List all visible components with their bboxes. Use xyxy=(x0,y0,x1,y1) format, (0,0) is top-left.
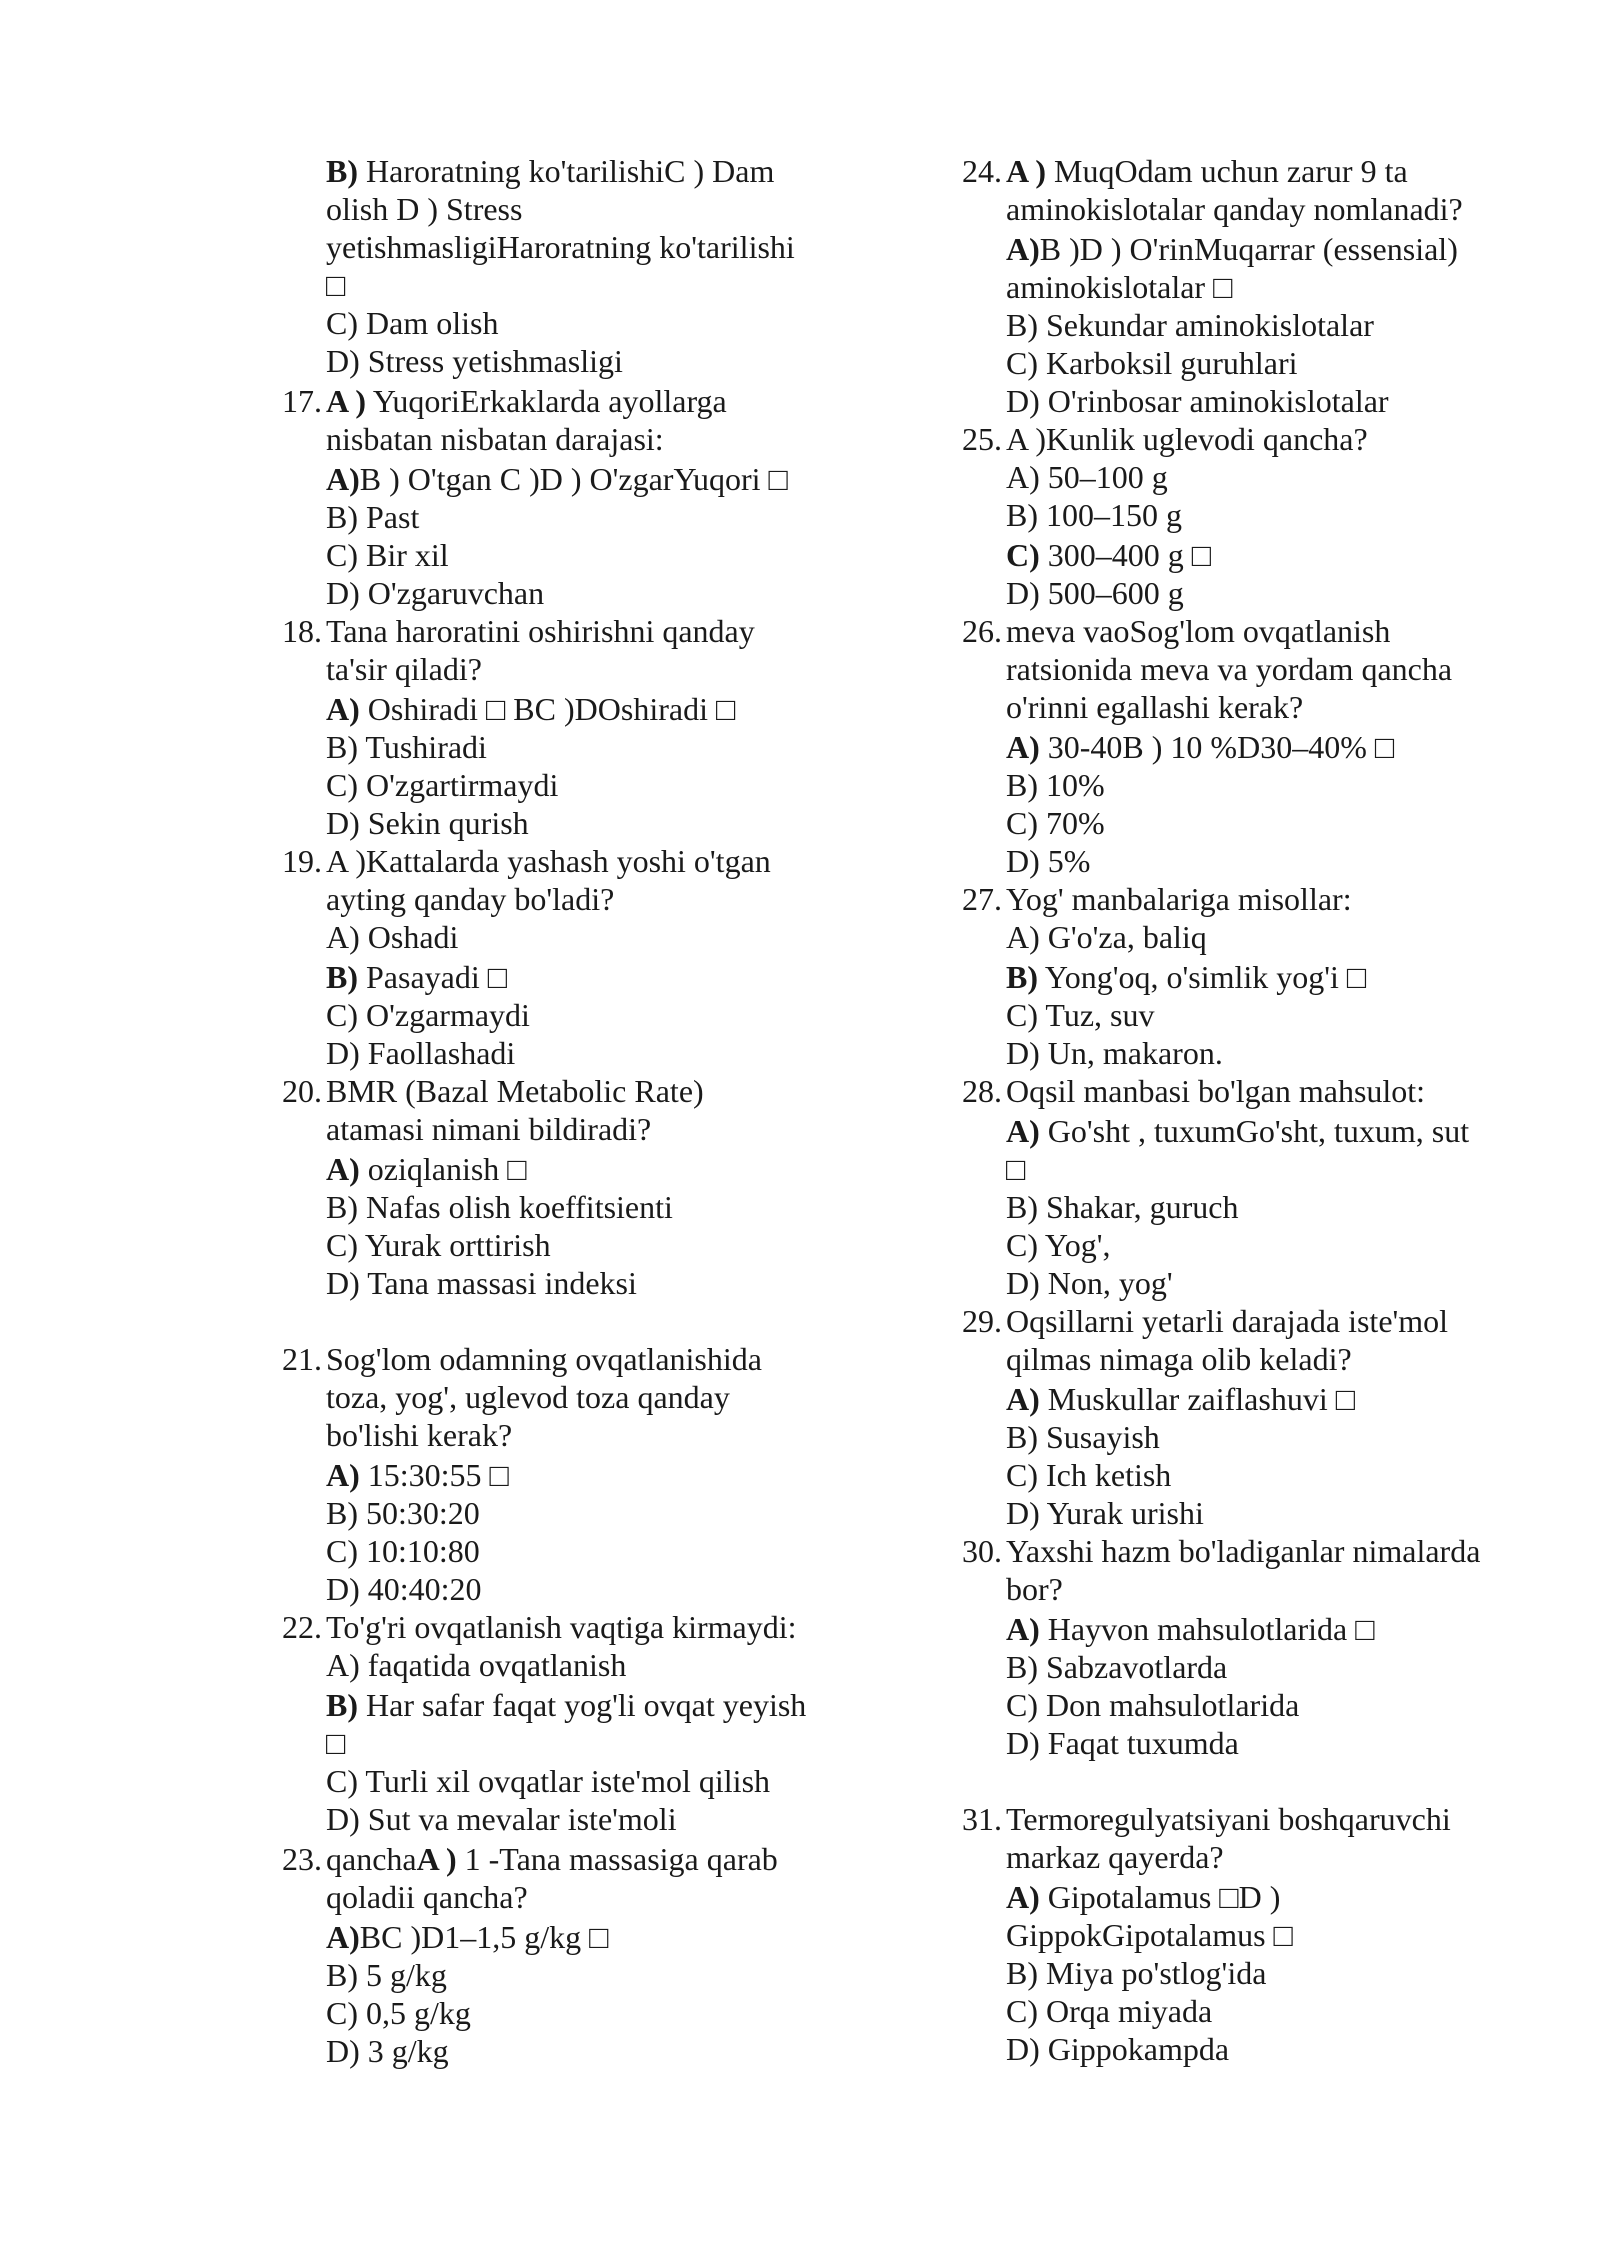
line-text: B) 5 g/kg xyxy=(326,1957,447,1993)
question-item xyxy=(950,1800,1510,2068)
answer-label: A) xyxy=(326,461,360,497)
text-line xyxy=(270,728,830,766)
text-line xyxy=(270,1994,830,2032)
line-text: C) Yog', xyxy=(1006,1227,1111,1263)
line-text: D) 3 g/kg xyxy=(326,2033,449,2069)
question-number: 27. xyxy=(962,881,1002,917)
text-line xyxy=(270,766,830,804)
text-line xyxy=(270,804,830,842)
line-text: markaz qayerda? xyxy=(1006,1839,1224,1875)
text-line xyxy=(950,766,1510,804)
text-line xyxy=(950,1072,1510,1110)
line-text: qilmas nimaga olib keladi? xyxy=(1006,1341,1352,1377)
text-line xyxy=(950,344,1510,382)
line-text: C) 70% xyxy=(1006,805,1105,841)
text-line xyxy=(950,1800,1510,1838)
text-line xyxy=(270,1646,830,1684)
text-line xyxy=(950,382,1510,420)
text-line xyxy=(270,1456,830,1494)
text-line xyxy=(950,458,1510,496)
line-text: C) O'zgartirmaydi xyxy=(326,767,559,803)
line-text: A) Oshadi xyxy=(326,919,459,955)
text-line xyxy=(270,842,830,880)
text-line xyxy=(270,1188,830,1226)
line-text: Haroratning ko'tarilishiC ) Dam xyxy=(358,153,775,189)
text-line xyxy=(270,1264,830,1302)
line-text: Gipotalamus □D ) xyxy=(1039,1879,1281,1915)
text-line xyxy=(950,536,1510,574)
text-line xyxy=(270,1800,830,1838)
text-line xyxy=(270,1686,830,1724)
text-line xyxy=(950,880,1510,918)
line-text: B) Sekundar aminokislotalar xyxy=(1006,307,1374,343)
text-line xyxy=(950,1150,1510,1188)
line-text: D) O'zgaruvchan xyxy=(326,575,545,611)
question-item xyxy=(950,1532,1510,1762)
line-text: Sog'lom odamning ovqatlanishida xyxy=(326,1341,762,1377)
line-text: B) Miya po'stlog'ida xyxy=(1006,1955,1267,1991)
text-line xyxy=(270,1072,830,1110)
text-line xyxy=(270,1034,830,1072)
answer-label: C) xyxy=(1006,537,1040,573)
text-line xyxy=(270,460,830,498)
text-line xyxy=(950,306,1510,344)
text-line xyxy=(270,996,830,1034)
question-number: 24. xyxy=(962,153,1002,189)
line-text: MuqOdam uchun zarur 9 ta xyxy=(1046,153,1408,189)
text-line xyxy=(950,650,1510,688)
line-text: D) Faollashadi xyxy=(326,1035,516,1071)
text-line xyxy=(950,804,1510,842)
line-text: nisbatan nisbatan darajasi: xyxy=(326,421,664,457)
text-line xyxy=(950,496,1510,534)
text-line xyxy=(270,574,830,612)
line-text: C) 10:10:80 xyxy=(326,1533,480,1569)
right-column xyxy=(950,150,1510,2068)
answer-label: A ) xyxy=(416,1841,457,1877)
text-line xyxy=(950,420,1510,458)
text-line xyxy=(270,266,830,304)
text-line xyxy=(270,918,830,956)
line-text: D) Sekin qurish xyxy=(326,805,529,841)
line-text: Yaxshi hazm bo'ladiganlar nimalarda xyxy=(1006,1533,1481,1569)
text-line xyxy=(950,728,1510,766)
line-text: toza, yog', uglevod toza qanday xyxy=(326,1379,730,1415)
line-text: B) Nafas olish koeffitsienti xyxy=(326,1189,673,1225)
line-text: Muskullar zaiflashuvi □ xyxy=(1039,1381,1356,1417)
line-text: YuqoriErkaklarda ayollarga xyxy=(366,383,727,419)
text-line xyxy=(950,1494,1510,1532)
text-line xyxy=(270,1494,830,1532)
answer-label: B) xyxy=(1006,959,1038,995)
text-line xyxy=(270,536,830,574)
answer-label: A) xyxy=(326,1457,360,1493)
text-line xyxy=(270,342,830,380)
line-text: C) Dam olish xyxy=(326,305,499,341)
question-number: 19. xyxy=(282,843,322,879)
text-line xyxy=(270,1340,830,1378)
question-item xyxy=(270,1608,830,1838)
text-line xyxy=(950,688,1510,726)
line-text: D) 40:40:20 xyxy=(326,1571,482,1607)
question-item xyxy=(270,612,830,842)
line-text: ratsionida meva va yordam qancha xyxy=(1006,651,1453,687)
line-text: To'g'ri ovqatlanish vaqtiga kirmaydi: xyxy=(326,1609,797,1645)
text-line xyxy=(270,304,830,342)
text-line xyxy=(270,958,830,996)
line-text: qancha xyxy=(326,1841,417,1877)
text-line xyxy=(950,1188,1510,1226)
line-text: B) Past xyxy=(326,499,420,535)
line-text: A )Kattalarda yashash yoshi o'tgan xyxy=(326,843,771,879)
text-line xyxy=(270,1110,830,1148)
line-text: GippokGipotalamus □ xyxy=(1006,1917,1293,1953)
line-text: D) Gippokampda xyxy=(1006,2031,1230,2067)
line-text: yetishmasligiHaroratning ko'tarilishi xyxy=(326,229,795,265)
line-text: 15:30:55 □ xyxy=(359,1457,509,1493)
line-text: bo'lishi kerak? xyxy=(326,1417,513,1453)
text-line xyxy=(950,1686,1510,1724)
text-line xyxy=(950,1532,1510,1570)
text-line xyxy=(270,1570,830,1608)
text-line xyxy=(950,1992,1510,2030)
line-text: B) Sabzavotlarda xyxy=(1006,1649,1228,1685)
line-text: Yog' manbalariga misollar: xyxy=(1006,881,1352,917)
question-number: 25. xyxy=(962,421,1002,457)
text-line xyxy=(950,1034,1510,1072)
text-line xyxy=(270,152,830,190)
question-item xyxy=(270,842,830,1072)
text-line xyxy=(270,1378,830,1416)
answer-label: A) xyxy=(1006,1611,1040,1647)
line-text: C) Bir xil xyxy=(326,537,449,573)
question-number: 20. xyxy=(282,1073,322,1109)
text-line xyxy=(270,1416,830,1454)
text-line xyxy=(270,1762,830,1800)
line-text: 1 -Tana massasiga qarab xyxy=(456,1841,778,1877)
question-item xyxy=(270,382,830,612)
answer-label: A) xyxy=(326,1151,360,1187)
text-line xyxy=(270,1840,830,1878)
spacer xyxy=(270,1302,830,1340)
text-line xyxy=(950,574,1510,612)
line-text: B) 50:30:20 xyxy=(326,1495,480,1531)
answer-label: A) xyxy=(1006,1381,1040,1417)
question-item xyxy=(950,420,1510,612)
text-line xyxy=(270,1608,830,1646)
question-number: 22. xyxy=(282,1609,322,1645)
line-text: D) Faqat tuxumda xyxy=(1006,1725,1239,1761)
line-text: bor? xyxy=(1006,1571,1063,1607)
text-line xyxy=(270,190,830,228)
line-text: □ xyxy=(1006,1151,1026,1187)
text-line xyxy=(950,1724,1510,1762)
question-number: 23. xyxy=(282,1841,322,1877)
answer-label: A) xyxy=(326,691,360,727)
line-text: C) Ich ketish xyxy=(1006,1457,1172,1493)
continued-answers xyxy=(270,152,830,380)
line-text: Har safar faqat yog'li ovqat yeyish xyxy=(358,1687,807,1723)
question-number: 18. xyxy=(282,613,322,649)
question-number: 26. xyxy=(962,613,1002,649)
text-line xyxy=(270,1878,830,1916)
text-line xyxy=(950,1456,1510,1494)
text-line xyxy=(270,1956,830,1994)
line-text: 300–400 g □ xyxy=(1039,537,1212,573)
line-text: A) 50–100 g xyxy=(1006,459,1168,495)
question-item xyxy=(270,1340,830,1608)
text-line xyxy=(950,1916,1510,1954)
answer-label: B) xyxy=(326,959,358,995)
text-line xyxy=(950,1418,1510,1456)
line-text: aminokislotalar □ xyxy=(1006,269,1233,305)
text-line xyxy=(270,612,830,650)
line-text: B) Shakar, guruch xyxy=(1006,1189,1239,1225)
line-text: Oshiradi □ BC )DOshiradi □ xyxy=(359,691,736,727)
text-line xyxy=(950,958,1510,996)
line-text: BMR (Bazal Metabolic Rate) xyxy=(326,1073,704,1109)
question-item xyxy=(950,1072,1510,1302)
question-item xyxy=(950,880,1510,1072)
text-line xyxy=(270,382,830,420)
text-line xyxy=(270,498,830,536)
text-line xyxy=(950,918,1510,956)
line-text: C) Tuz, suv xyxy=(1006,997,1155,1033)
line-text: D) 5% xyxy=(1006,843,1091,879)
text-line xyxy=(270,228,830,266)
text-line xyxy=(270,2032,830,2070)
text-line xyxy=(270,650,830,688)
question-item xyxy=(270,1072,830,1302)
question-number: 21. xyxy=(282,1341,322,1377)
text-line xyxy=(950,230,1510,268)
line-text: B ) O'tgan C )D ) O'zgarYuqori □ xyxy=(359,461,788,497)
text-line xyxy=(950,1610,1510,1648)
question-item xyxy=(950,612,1510,880)
text-line xyxy=(950,152,1510,190)
left-column xyxy=(270,150,830,2070)
text-line xyxy=(270,1724,830,1762)
line-text: aminokislotalar qanday nomlanadi? xyxy=(1006,191,1463,227)
text-line xyxy=(950,1838,1510,1876)
text-line xyxy=(950,1380,1510,1418)
line-text: o'rinni egallashi kerak? xyxy=(1006,689,1304,725)
text-line xyxy=(950,1648,1510,1686)
line-text: A )Kunlik uglevodi qancha? xyxy=(1006,421,1368,457)
question-number: 30. xyxy=(962,1533,1002,1569)
answer-label: A) xyxy=(1006,231,1040,267)
line-text: Hayvon mahsulotlarida □ xyxy=(1039,1611,1375,1647)
answer-label: A) xyxy=(326,1919,360,1955)
answer-label: A) xyxy=(1006,1113,1040,1149)
answer-label: B) xyxy=(326,153,358,189)
text-line xyxy=(950,1302,1510,1340)
question-item xyxy=(950,1302,1510,1532)
line-text: D) O'rinbosar aminokislotalar xyxy=(1006,383,1389,419)
text-line xyxy=(950,1264,1510,1302)
answer-label: A) xyxy=(1006,1879,1040,1915)
line-text: □ xyxy=(326,1725,346,1761)
text-line xyxy=(950,1340,1510,1378)
text-line xyxy=(950,1878,1510,1916)
line-text: C) Yurak orttirish xyxy=(326,1227,551,1263)
line-text: D) Tana massasi indeksi xyxy=(326,1265,637,1301)
line-text: C) Turli xil ovqatlar iste'mol qilish xyxy=(326,1763,771,1799)
line-text: Oqsil manbasi bo'lgan mahsulot: xyxy=(1006,1073,1426,1109)
line-text: D) Non, yog' xyxy=(1006,1265,1173,1301)
text-line xyxy=(950,1570,1510,1608)
question-number: 28. xyxy=(962,1073,1002,1109)
text-line xyxy=(950,190,1510,228)
text-line xyxy=(270,1150,830,1188)
line-text: meva vaoSog'lom ovqatlanish xyxy=(1006,613,1391,649)
text-line xyxy=(950,1112,1510,1150)
line-text: A) faqatida ovqatlanish xyxy=(326,1647,627,1683)
text-line xyxy=(270,420,830,458)
line-text: atamasi nimani bildiradi? xyxy=(326,1111,652,1147)
line-text: BC )D1–1,5 g/kg □ xyxy=(359,1919,609,1955)
line-text: ayting qanday bo'ladi? xyxy=(326,881,615,917)
line-text: B) 10% xyxy=(1006,767,1105,803)
line-text: D) Stress yetishmasligi xyxy=(326,343,623,379)
line-text: D) Yurak urishi xyxy=(1006,1495,1204,1531)
line-text: olish D ) Stress xyxy=(326,191,523,227)
text-line xyxy=(950,842,1510,880)
line-text: B) Tushiradi xyxy=(326,729,487,765)
line-text: B )D ) O'rinMuqarrar (essensial) xyxy=(1039,231,1458,267)
line-text: 30-40B ) 10 %D30–40% □ xyxy=(1039,729,1395,765)
line-text: Termoregulyatsiyani boshqaruvchi xyxy=(1006,1801,1451,1837)
question-number: 29. xyxy=(962,1303,1002,1339)
line-text: oziqlanish □ xyxy=(359,1151,527,1187)
line-text: C) O'zgarmaydi xyxy=(326,997,530,1033)
text-line xyxy=(950,2030,1510,2068)
line-text: □ xyxy=(326,267,346,303)
text-line xyxy=(950,612,1510,650)
line-text: D) Sut va mevalar iste'moli xyxy=(326,1801,677,1837)
text-line xyxy=(950,1226,1510,1264)
spacer xyxy=(950,1762,1510,1800)
line-text: ta'sir qiladi? xyxy=(326,651,482,687)
line-text: C) Don mahsulotlarida xyxy=(1006,1687,1300,1723)
question-item xyxy=(270,1840,830,2070)
answer-label: B) xyxy=(326,1687,358,1723)
answer-label: A ) xyxy=(1006,153,1046,189)
line-text: D) Un, makaron. xyxy=(1006,1035,1223,1071)
question-number: 31. xyxy=(962,1801,1002,1837)
text-line xyxy=(270,690,830,728)
line-text: C) Karboksil guruhlari xyxy=(1006,345,1298,381)
question-number: 17. xyxy=(282,383,322,419)
line-text: qoladii qancha? xyxy=(326,1879,528,1915)
line-text: Pasayadi □ xyxy=(358,959,508,995)
line-text: B) 100–150 g xyxy=(1006,497,1182,533)
text-line xyxy=(270,880,830,918)
line-text: B) Susayish xyxy=(1006,1419,1160,1455)
line-text: D) 500–600 g xyxy=(1006,575,1184,611)
line-text: Yong'oq, o'simlik yog'i □ xyxy=(1038,959,1367,995)
answer-label: A) xyxy=(1006,729,1040,765)
answer-label: A ) xyxy=(326,383,366,419)
line-text: Oqsillarni yetarli darajada iste'mol xyxy=(1006,1303,1449,1339)
line-text: Go'sht , tuxumGo'sht, tuxum, sut xyxy=(1039,1113,1470,1149)
text-line xyxy=(950,996,1510,1034)
question-item xyxy=(950,152,1510,420)
text-line xyxy=(270,1532,830,1570)
text-line xyxy=(950,1954,1510,1992)
line-text: C) Orqa miyada xyxy=(1006,1993,1213,2029)
line-text: Tana haroratini oshirishni qanday xyxy=(326,613,755,649)
line-text: A) G'o'za, baliq xyxy=(1006,919,1207,955)
text-line xyxy=(950,268,1510,306)
line-text: C) 0,5 g/kg xyxy=(326,1995,471,2031)
text-line xyxy=(270,1226,830,1264)
text-line xyxy=(270,1918,830,1956)
